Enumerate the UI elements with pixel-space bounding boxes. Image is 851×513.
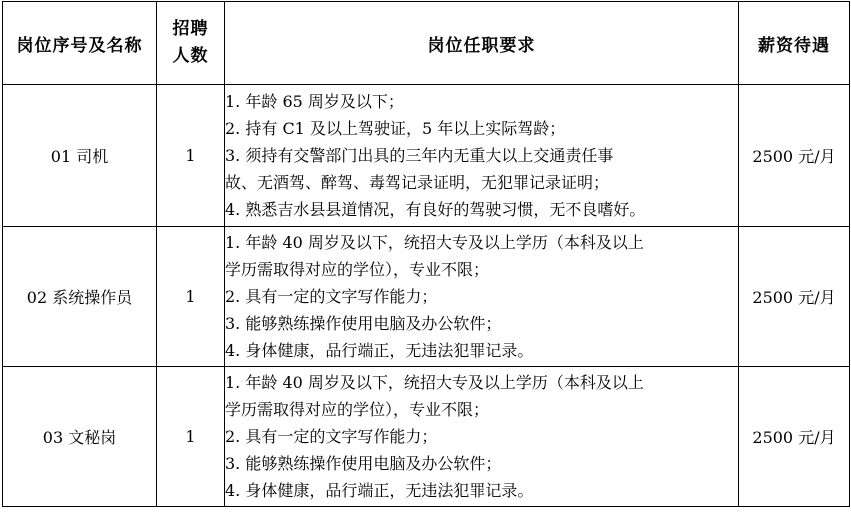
position-cell: 01 司机 — [3, 85, 157, 227]
salary-cell: 2500 元/月 — [739, 85, 850, 227]
header-salary: 薪资待遇 — [739, 2, 850, 85]
table-row — [3, 367, 850, 507]
requirement-line: 3. 能够熟练操作使用电脑及办公软件； — [225, 454, 502, 473]
header-count-line2: 人数 — [172, 46, 209, 66]
requirement-line: 2. 持有 C1 及以上驾驶证，5 年以上实际驾龄； — [225, 119, 566, 138]
header-count-line1: 招聘 — [172, 19, 209, 39]
count-cell: 1 — [157, 367, 225, 507]
table-row — [3, 227, 850, 367]
header-count — [157, 2, 225, 85]
requirement-line: 故、无酒驾、醉驾、毒驾记录证明，无犯罪记录证明； — [225, 173, 610, 192]
salary-cell: 2500 元/月 — [739, 227, 850, 367]
requirements-cell — [225, 367, 739, 507]
requirement-line: 4. 身体健康，品行端正，无违法犯罪记录。 — [225, 341, 534, 360]
requirement-line: 学历需取得对应的学位），专业不限； — [225, 400, 490, 419]
position-cell: 02 系统操作员 — [3, 227, 157, 367]
requirements-cell — [225, 85, 739, 227]
table-row — [3, 85, 850, 227]
header-position: 岗位序号及名称 — [3, 2, 157, 85]
count-cell: 1 — [157, 85, 225, 227]
count-cell: 1 — [157, 227, 225, 367]
salary-cell: 2500 元/月 — [739, 367, 850, 507]
requirements-cell — [225, 227, 739, 367]
job-recruitment-table — [2, 1, 850, 507]
requirement-line: 2. 具有一定的文字写作能力； — [225, 427, 438, 446]
header-requirements: 岗位任职要求 — [225, 2, 739, 85]
requirement-line: 1. 年龄 40 周岁及以下，统招大专及以上学历（本科及以上 — [225, 373, 644, 392]
position-cell: 03 文秘岗 — [3, 367, 157, 507]
table-header-row — [3, 2, 850, 85]
requirement-line: 3. 能够熟练操作使用电脑及办公软件； — [225, 314, 502, 333]
requirement-line: 4. 熟悉吉水县县道情况，有良好的驾驶习惯，无不良嗜好。 — [225, 200, 646, 219]
requirement-line: 1. 年龄 65 周岁及以下； — [225, 92, 404, 111]
requirement-line: 2. 具有一定的文字写作能力； — [225, 287, 438, 306]
requirement-line: 学历需取得对应的学位），专业不限； — [225, 260, 490, 279]
requirement-line: 3. 须持有交警部门出具的三年内无重大以上交通责任事 — [225, 146, 614, 165]
requirement-line: 1. 年龄 40 周岁及以下，统招大专及以上学历（本科及以上 — [225, 233, 644, 252]
requirement-line: 4. 身体健康，品行端正，无违法犯罪记录。 — [225, 481, 534, 500]
